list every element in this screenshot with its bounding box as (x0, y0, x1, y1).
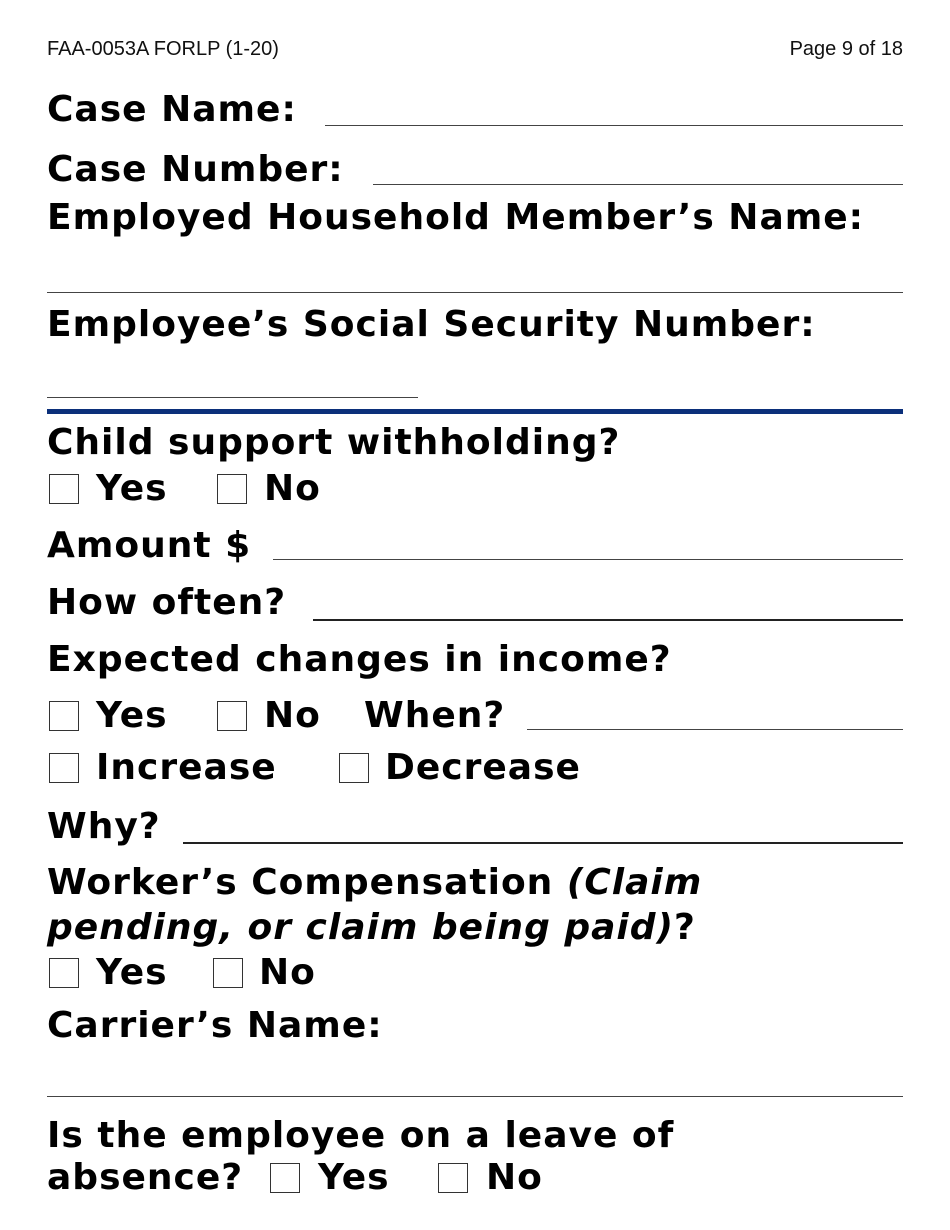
workers-comp-no-label: No (259, 952, 316, 993)
ssn-field[interactable] (47, 397, 418, 398)
when-label: When? (364, 695, 506, 736)
workers-comp-note: (Claim (566, 862, 703, 903)
leave-label: Is the employee on a leave of (47, 1115, 675, 1156)
expected-changes-label: Expected changes in income? (47, 639, 672, 680)
employed-member-label: Employed Household Member’s Name: (47, 197, 865, 238)
leave-yes-label: Yes (318, 1157, 390, 1198)
decrease-checkbox[interactable] (339, 753, 369, 783)
how-often-field[interactable] (313, 619, 903, 621)
when-field[interactable] (527, 729, 903, 730)
child-support-no-checkbox[interactable] (217, 474, 247, 504)
ssn-label: Employee’s Social Security Number: (47, 304, 816, 345)
case-number-label: Case Number: (47, 149, 344, 190)
workers-comp-label-line2 (47, 906, 696, 950)
workers-comp-question-mark: ? (674, 907, 696, 948)
form-id: FAA-0053A FORLP (1-20) (47, 38, 279, 60)
leave-yes-checkbox[interactable] (270, 1163, 300, 1193)
carrier-label: Carrier’s Name: (47, 1005, 383, 1046)
expected-changes-no-checkbox[interactable] (217, 701, 247, 731)
workers-comp-yes-checkbox[interactable] (49, 958, 79, 988)
increase-checkbox[interactable] (49, 753, 79, 783)
why-field[interactable] (183, 842, 903, 844)
case-name-label: Case Name: (47, 89, 297, 130)
employed-member-field[interactable] (47, 292, 903, 293)
case-name-field[interactable] (325, 125, 903, 126)
section-divider (47, 409, 903, 414)
leave-label-line2: absence? (47, 1157, 244, 1198)
amount-label: Amount $ (47, 525, 252, 566)
workers-comp-note-cont: pending, or claim being paid) (47, 907, 674, 948)
case-number-field[interactable] (373, 184, 903, 185)
carrier-field[interactable] (47, 1096, 903, 1097)
amount-field[interactable] (273, 559, 903, 560)
decrease-label: Decrease (385, 747, 581, 788)
workers-comp-title: Worker’s Compensation (47, 862, 567, 903)
leave-no-checkbox[interactable] (438, 1163, 468, 1193)
child-support-yes-checkbox[interactable] (49, 474, 79, 504)
increase-label: Increase (96, 747, 277, 788)
expected-changes-yes-label: Yes (96, 695, 168, 736)
workers-comp-label (47, 861, 702, 905)
page-number: Page 9 of 18 (789, 38, 903, 60)
why-label: Why? (47, 806, 161, 847)
leave-no-label: No (486, 1157, 543, 1198)
how-often-label: How often? (47, 582, 287, 623)
child-support-yes-label: Yes (96, 468, 168, 509)
expected-changes-yes-checkbox[interactable] (49, 701, 79, 731)
child-support-no-label: No (264, 468, 321, 509)
workers-comp-no-checkbox[interactable] (213, 958, 243, 988)
expected-changes-no-label: No (264, 695, 321, 736)
workers-comp-yes-label: Yes (96, 952, 168, 993)
child-support-label: Child support withholding? (47, 422, 621, 463)
